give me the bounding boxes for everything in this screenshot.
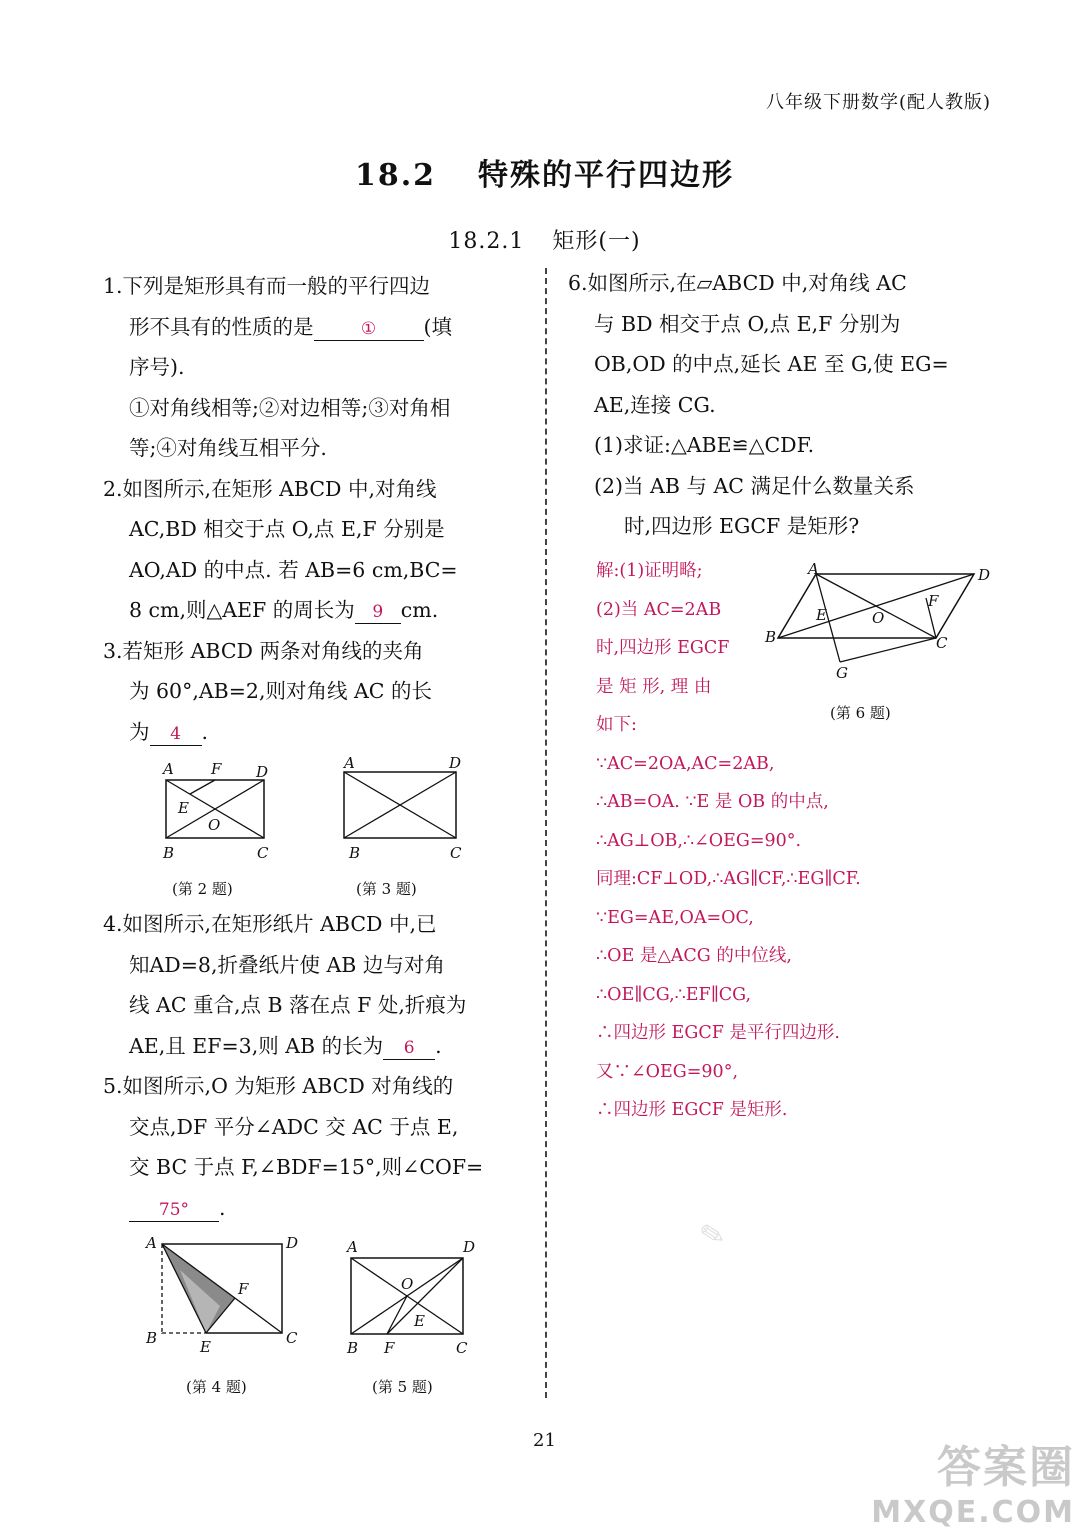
figure-6-drawing — [760, 560, 1000, 690]
svg-text:O: O — [872, 609, 885, 627]
figure-3-drawing — [335, 752, 470, 864]
svg-text:O: O — [208, 816, 221, 834]
svg-text:C: C — [257, 844, 269, 862]
q3-line1: 3.若矩形 ABCD 两条对角线的夹角 — [103, 638, 424, 663]
figure-3-caption: (第 3 题) — [356, 880, 417, 898]
figure-4-caption: (第 4 题) — [186, 1378, 247, 1396]
q6-line2: 与 BD 相交于点 O,点 E,F 分别为 — [594, 311, 901, 336]
left-column-lower — [103, 904, 523, 1228]
svg-text:C: C — [450, 844, 462, 862]
svg-text:B: B — [765, 628, 777, 646]
left-column — [103, 266, 523, 752]
q1-text-post: (填 — [423, 314, 452, 339]
svg-text:A: A — [808, 560, 819, 578]
svg-text:A: A — [347, 1238, 358, 1256]
question-2 — [103, 469, 523, 631]
q4-answer-blank: 6 — [383, 1037, 435, 1060]
solution-line: ∴AG⊥OB,∴∠OEG=90°. — [596, 830, 802, 851]
q1-answer-blank: ① — [314, 318, 424, 341]
solution-line: (2)当 AC=2AB — [596, 599, 722, 620]
solution-line: ∴四边形 EGCF 是矩形. — [596, 1100, 788, 1120]
svg-text:E: E — [178, 799, 189, 817]
q2-line4 — [103, 590, 523, 631]
q2-text-post: cm. — [400, 598, 439, 622]
q4-line3: 线 AC 重合,点 B 落在点 F 处,折痕为 — [129, 993, 467, 1017]
svg-text:A: A — [344, 754, 355, 772]
q5-line4 — [103, 1188, 523, 1229]
svg-text:D: D — [449, 754, 462, 772]
q5-line1: 5.如图所示,O 为矩形 ABCD 对角线的 — [103, 1074, 454, 1098]
q6-part1: (1)求证:△ABE≌△CDF. — [594, 433, 815, 457]
figure-4-drawing — [140, 1230, 310, 1360]
figure-2 — [155, 758, 280, 866]
q6-line3: OB,OD 的中点,延长 AE 至 G,使 EG= — [594, 352, 949, 376]
question-4 — [103, 904, 523, 1066]
svg-text:C: C — [936, 634, 948, 652]
q1-text: 形不具有的性质的是 — [129, 314, 314, 339]
svg-text:D: D — [256, 763, 269, 781]
solution-line: ∵AC=2OA,AC=2AB, — [596, 753, 775, 774]
q1-line1: 1.下列是矩形具有而一般的平行四边 — [103, 274, 431, 298]
q1-line4: ①对角线相等;②对边相等;③对角相 — [129, 395, 451, 420]
solution-line: 如下: — [596, 715, 637, 735]
svg-text:C: C — [456, 1339, 468, 1357]
svg-text:E: E — [816, 606, 827, 624]
svg-text:A: A — [163, 760, 174, 778]
svg-text:C: C — [286, 1329, 298, 1347]
section-title — [0, 150, 1089, 194]
page-number: 21 — [533, 1430, 556, 1451]
svg-text:B: B — [347, 1339, 359, 1357]
q2-line1: 2.如图所示,在矩形 ABCD 中,对角线 — [103, 476, 437, 501]
q6-part2a: (2)当 AB 与 AC 满足什么数量关系 — [594, 473, 915, 498]
figure-5-drawing — [336, 1232, 486, 1362]
svg-text:B: B — [163, 844, 175, 862]
solution-line: ∴OE 是△ACG 的中位线, — [596, 946, 792, 966]
q2-text: 8 cm,则△AEF 的周长为 — [129, 598, 355, 622]
q4-text-post: . — [435, 1033, 442, 1058]
question-3 — [103, 631, 523, 753]
q1-line3: 序号). — [129, 355, 185, 379]
svg-text:A: A — [146, 1234, 157, 1252]
q1-line2 — [103, 307, 523, 348]
q5-answer-blank: 75° — [129, 1199, 219, 1222]
q4-line4 — [103, 1026, 523, 1067]
question-5 — [103, 1066, 523, 1228]
q3-text-post: . — [201, 719, 209, 744]
q2-line2: AC,BD 相交于点 O,点 E,F 分别是 — [129, 517, 445, 541]
solution-line: ∴四边形 EGCF 是平行四边形. — [596, 1023, 840, 1043]
figure-5 — [336, 1232, 486, 1362]
q1-line5: 等;④对角线互相平分. — [129, 436, 327, 460]
svg-text:B: B — [349, 844, 361, 862]
q5-text-post: . — [219, 1195, 226, 1220]
column-divider — [545, 268, 547, 1398]
q4-line1: 4.如图所示,在矩形纸片 ABCD 中,已 — [103, 912, 437, 936]
svg-text:E: E — [200, 1338, 211, 1356]
svg-text:F: F — [928, 592, 939, 610]
solution-line: 是 矩 形, 理 由 — [596, 676, 712, 697]
solution-line: 同理:CF⊥OD,∴AG∥CF,∴EG∥CF. — [596, 869, 861, 889]
watermark-logo: 答案圈 — [937, 1442, 1075, 1493]
svg-text:F: F — [238, 1280, 249, 1298]
q6-line1: 6.如图所示,在▱ABCD 中,对角线 AC — [568, 271, 907, 295]
solution-line: 解:(1)证明略; — [596, 561, 703, 581]
solution-line: 又∵∠OEG=90°, — [596, 1061, 739, 1082]
svg-text:F: F — [384, 1339, 395, 1357]
right-column — [568, 263, 998, 547]
q4-line2: 知AD=8,折叠纸片使 AB 边与对角 — [129, 952, 445, 977]
book-header: 八年级下册数学(配人教版) — [765, 92, 991, 113]
q3-text: 为 — [129, 719, 150, 744]
svg-text:F: F — [211, 760, 222, 778]
q3-answer-blank: 4 — [150, 723, 202, 746]
svg-text:G: G — [836, 664, 848, 682]
solution-line: ∴AB=OA. ∵E 是 OB 的中点, — [596, 792, 829, 812]
q2-line3: AO,AD 的中点. 若 AB=6 cm,BC= — [129, 557, 458, 582]
solution-line: ∵EG=AE,OA=OC, — [596, 907, 754, 928]
solution-line: ∴OE∥CG,∴EF∥CG, — [596, 984, 752, 1005]
watermark — [871, 1431, 1075, 1530]
svg-text:O: O — [401, 1275, 414, 1293]
q5-line3: 交 BC 于点 F,∠BDF=15°,则∠COF= — [129, 1155, 484, 1179]
q6-part2b: 时,四边形 EGCF 是矩形? — [624, 514, 860, 538]
section-number: 18.2 — [354, 158, 437, 193]
figure-6 — [760, 560, 1000, 690]
q6-line4: AE,连接 CG. — [594, 392, 716, 417]
svg-text:E: E — [414, 1312, 425, 1330]
svg-text:D: D — [463, 1238, 476, 1256]
figure-2-caption: (第 2 题) — [172, 880, 233, 898]
q2-answer-blank: 9 — [355, 601, 401, 624]
figure-4 — [140, 1230, 310, 1360]
q4-text: AE,且 EF=3,则 AB 的长为 — [129, 1033, 384, 1058]
q3-line3 — [103, 712, 523, 753]
svg-text:D: D — [978, 566, 991, 584]
subsection-number: 18.2.1 — [448, 229, 525, 254]
faint-stamp: ✎ — [696, 1215, 729, 1256]
figure-5-caption: (第 5 题) — [372, 1378, 433, 1396]
svg-text:B: B — [146, 1329, 158, 1347]
figure-2-drawing — [155, 758, 280, 866]
q3-line2: 为 60°,AB=2,则对角线 AC 的长 — [129, 679, 432, 703]
q5-line2: 交点,DF 平分∠ADC 交 AC 于点 E, — [129, 1114, 459, 1139]
question-6 — [568, 263, 998, 547]
watermark-url: MXQE.COM — [871, 1495, 1075, 1530]
solution-line: 时,四边形 EGCF — [596, 638, 730, 658]
question-1 — [103, 266, 523, 469]
figure-6-caption: (第 6 题) — [830, 704, 891, 722]
figure-3 — [335, 752, 470, 864]
svg-text:D: D — [286, 1234, 299, 1252]
subsection-title — [0, 224, 1089, 255]
subsection-name: 矩形(一) — [552, 229, 641, 254]
section-name: 特殊的平行四边形 — [478, 158, 735, 193]
